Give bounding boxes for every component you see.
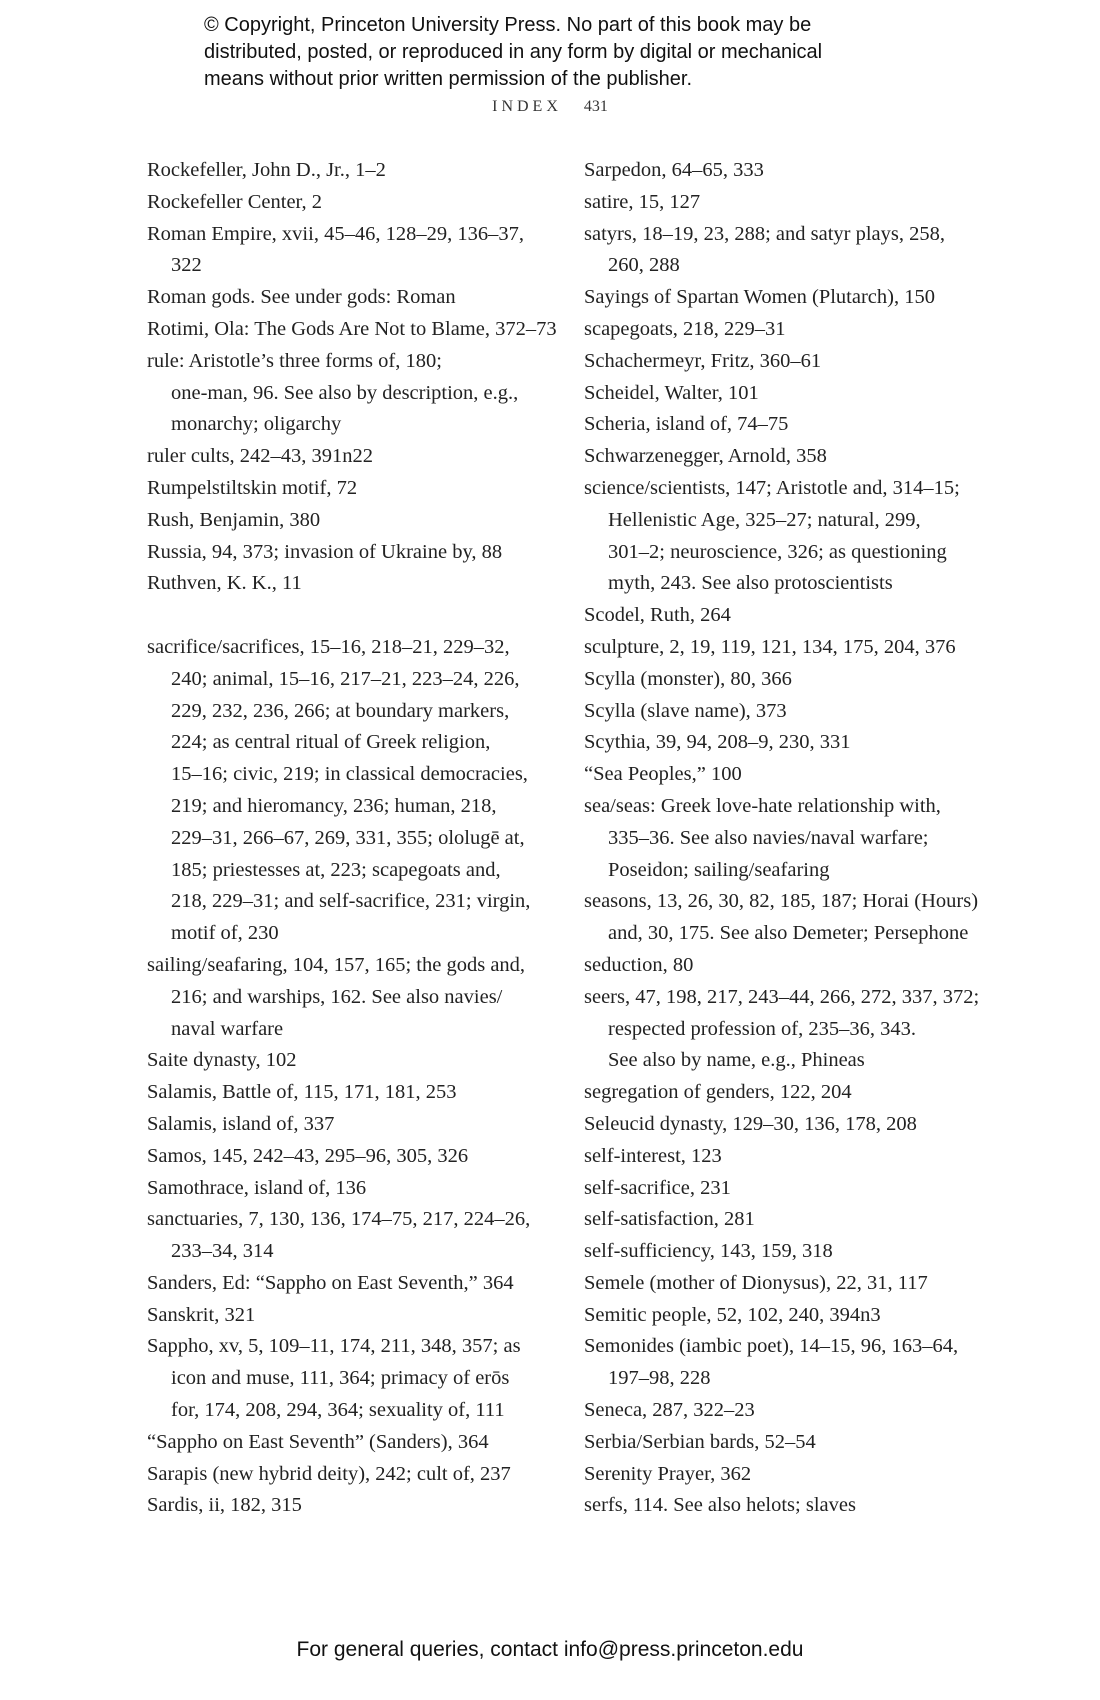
index-entry-continuation: 233–34, 314: [171, 1240, 274, 1263]
index-entry-line: Scheidel, Walter, 101: [584, 381, 759, 404]
index-entry-line: rule: Aristotle’s three forms of, 180;: [147, 349, 442, 372]
index-entry-line: Schwarzenegger, Arnold, 358: [584, 445, 827, 468]
index-entry-line: Ruthven, K. K., 11: [147, 572, 302, 595]
index-entry-line: seduction, 80: [584, 953, 694, 976]
index-entry-line: Scheria, island of, 74–75: [584, 413, 789, 436]
index-entry: [147, 537, 557, 569]
index-entry: [584, 1109, 1004, 1141]
index-entry: [584, 759, 1004, 791]
index-entry: [147, 314, 557, 346]
index-entry-line: self-sacrifice, 231: [584, 1176, 731, 1199]
index-entry: [147, 632, 557, 950]
index-entry-line: Scylla (slave name), 373: [584, 699, 787, 722]
index-entry-continuation: 218, 229–31; and self-sacrifice, 231; virgin,: [171, 890, 531, 913]
index-entry: [147, 187, 557, 219]
index-entry-line: Sardis, ii, 182, 315: [147, 1494, 302, 1517]
index-entry-line: Rotimi, Ola: The Gods Are Not to Blame, 372–73: [147, 317, 557, 340]
index-entry-continuation: 229–31, 266–67, 269, 331, 355; ololugē at,: [171, 826, 525, 849]
index-entry-continuation: myth, 243. See also protoscientists: [608, 572, 893, 595]
copyright-notice: [204, 12, 964, 93]
index-entry: [584, 886, 1004, 950]
index-entry: [584, 1204, 1004, 1236]
index-entry-continuation: 229, 232, 236, 266; at boundary markers,: [171, 699, 510, 722]
index-entry-continuation: 15–16; civic, 219; in classical democracies,: [171, 763, 528, 786]
index-entry: [584, 632, 1004, 664]
index-entry-continuation: 240; animal, 15–16, 217–21, 223–24, 226,: [171, 667, 520, 690]
index-entry: [147, 1141, 557, 1173]
index-entry: [584, 1331, 1004, 1395]
running-head: [0, 98, 1100, 116]
index-entry: [584, 791, 1004, 886]
index-entry: [584, 219, 1004, 283]
index-entry-line: sea/seas: Greek love-hate relationship with,: [584, 794, 941, 817]
index-entry-line: scapegoats, 218, 229–31: [584, 317, 786, 340]
index-entry-line: Scythia, 39, 94, 208–9, 230, 331: [584, 731, 851, 754]
index-entry: [584, 441, 1004, 473]
index-entry-line: Rumpelstiltskin motif, 72: [147, 476, 358, 499]
index-entry: [584, 187, 1004, 219]
index-entry: [584, 1459, 1004, 1491]
copyright-line: means without prior written permission of the publisher.: [204, 68, 693, 90]
index-entry-line: self-satisfaction, 281: [584, 1208, 755, 1231]
index-entry-line: Sayings of Spartan Women (Plutarch), 150: [584, 286, 935, 309]
index-entry-line: Semitic people, 52, 102, 240, 394n3: [584, 1303, 881, 1326]
index-entry: [584, 409, 1004, 441]
index-entry-line: Russia, 94, 373; invasion of Ukraine by, 88: [147, 540, 503, 563]
letter-group-gap: [147, 600, 557, 632]
index-entry-continuation: 335–36. See also navies/naval warfare;: [608, 826, 929, 849]
footer-contact: For general queries, contact info@press.princeton.edu: [296, 1638, 804, 1661]
index-entry: [147, 282, 557, 314]
index-entry-continuation: icon and muse, 111, 364; primacy of erōs: [171, 1367, 510, 1390]
index-entry: [584, 600, 1004, 632]
index-entry: [584, 1173, 1004, 1205]
section-title: INDEX: [492, 98, 562, 115]
index-entry-line: Samothrace, island of, 136: [147, 1176, 367, 1199]
index-entry: [584, 950, 1004, 982]
index-entry-continuation: for, 174, 208, 294, 364; sexuality of, 111: [171, 1399, 505, 1422]
index-entry-line: Samos, 145, 242–43, 295–96, 305, 326: [147, 1144, 469, 1167]
index-entry: [147, 1427, 557, 1459]
page-number: 431: [583, 98, 608, 115]
copyright-line: distributed, posted, or reproduced in any form by digital or mechanical: [204, 41, 823, 63]
index-entry-line: Sarapis (new hybrid deity), 242; cult of, 237: [147, 1462, 511, 1485]
index-entry-continuation: one-man, 96. See also by description, e.g.,: [171, 381, 519, 404]
index-entry: [147, 1268, 557, 1300]
index-entry-line: Roman gods. See under gods: Roman: [147, 286, 456, 309]
index-entry: [584, 982, 1004, 1077]
index-entry-continuation: 197–98, 228: [608, 1367, 711, 1390]
copyright-line: © Copyright, Princeton University Press. No part of this book may be: [204, 14, 812, 36]
index-entry: [584, 1300, 1004, 1332]
index-entry: [584, 473, 1004, 600]
index-entry: [584, 346, 1004, 378]
index-entry: [584, 1427, 1004, 1459]
index-entry-line: self-interest, 123: [584, 1144, 722, 1167]
index-entry: [147, 1204, 557, 1268]
index-entry-line: segregation of genders, 122, 204: [584, 1081, 852, 1104]
index-entry: [584, 378, 1004, 410]
index-entry-line: “Sea Peoples,” 100: [584, 763, 742, 786]
index-entry: [147, 1459, 557, 1491]
index-entry-line: satyrs, 18–19, 23, 288; and satyr plays, 258,: [584, 222, 945, 245]
index-entry-continuation: motif of, 230: [171, 922, 279, 945]
index-entry: [584, 696, 1004, 728]
index-entry-line: Rockefeller, John D., Jr., 1–2: [147, 159, 386, 181]
index-entry-continuation: 185; priestesses at, 223; scapegoats and,: [171, 858, 501, 881]
index-entry-continuation: Poseidon; sailing/seafaring: [608, 858, 830, 881]
index-entry-continuation: See also by name, e.g., Phineas: [608, 1049, 865, 1072]
index-entry-line: Rush, Benjamin, 380: [147, 508, 321, 531]
index-entry-line: satire, 15, 127: [584, 190, 701, 213]
index-entry-line: Sarpedon, 64–65, 333: [584, 159, 764, 181]
index-entry-line: Serbia/Serbian bards, 52–54: [584, 1430, 816, 1453]
index-entry: [584, 727, 1004, 759]
index-entry-line: self-sufficiency, 143, 159, 318: [584, 1240, 833, 1263]
index-entry-line: Scylla (monster), 80, 366: [584, 667, 792, 690]
index-entry-line: Seleucid dynasty, 129–30, 136, 178, 208: [584, 1112, 917, 1135]
index-entry: [147, 1173, 557, 1205]
index-entry-line: seers, 47, 198, 217, 243–44, 266, 272, 337, 372;: [584, 985, 980, 1008]
index-entry-continuation: 301–2; neuroscience, 326; as questioning: [608, 540, 947, 563]
index-entry-continuation: and, 30, 175. See also Demeter; Persephone: [608, 922, 969, 945]
index-entry: [147, 219, 557, 283]
index-entry: [147, 568, 557, 600]
index-entry: [584, 664, 1004, 696]
index-entry: [147, 505, 557, 537]
index-entry-line: Semonides (iambic poet), 14–15, 96, 163–64,: [584, 1335, 959, 1358]
index-entry: [147, 1109, 557, 1141]
index-entry-line: Seneca, 287, 322–23: [584, 1399, 755, 1422]
index-entry: [584, 314, 1004, 346]
index-entry-line: Serenity Prayer, 362: [584, 1462, 752, 1485]
index-entry: [147, 1045, 557, 1077]
index-entry: [584, 1268, 1004, 1300]
index-entry-line: Roman Empire, xvii, 45–46, 128–29, 136–37,: [147, 222, 524, 245]
index-entry-line: Scodel, Ruth, 264: [584, 604, 731, 627]
index-entry-line: “Sappho on East Seventh” (Sanders), 364: [147, 1430, 489, 1453]
index-entry: [147, 1300, 557, 1332]
index-entry-continuation: 322: [171, 254, 202, 277]
index-entry: [147, 473, 557, 505]
index-entry-line: Sappho, xv, 5, 109–11, 174, 211, 348, 357; as: [147, 1335, 521, 1358]
index-entry: [584, 1490, 1004, 1522]
index-entry-continuation: 224; as central ritual of Greek religion,: [171, 731, 491, 754]
index-column-right: [584, 155, 1004, 1522]
index-entry-line: ruler cults, 242–43, 391n22: [147, 445, 374, 468]
index-entry: [584, 1395, 1004, 1427]
index-entry-continuation: Hellenistic Age, 325–27; natural, 299,: [608, 508, 921, 531]
index-entry: [584, 282, 1004, 314]
index-entry-line: serfs, 114. See also helots; slaves: [584, 1494, 856, 1517]
index-column-left: [147, 155, 557, 1522]
index-entry-continuation: 260, 288: [608, 254, 680, 277]
index-entry-line: Rockefeller Center, 2: [147, 190, 323, 213]
index-entry: [584, 1141, 1004, 1173]
index-entry: [584, 1236, 1004, 1268]
index-entry-continuation: monarchy; oligarchy: [171, 413, 342, 436]
index-entry: [147, 1490, 557, 1522]
index-entry-line: science/scientists, 147; Aristotle and, 314–15;: [584, 476, 960, 499]
index-entry: [147, 1331, 557, 1426]
index-entry-continuation: 219; and hieromancy, 236; human, 218,: [171, 794, 497, 817]
index-entry-line: Semele (mother of Dionysus), 22, 31, 117: [584, 1271, 928, 1294]
index-entry: [147, 346, 557, 441]
index-entry-line: seasons, 13, 26, 30, 82, 185, 187; Horai (Hours): [584, 890, 979, 913]
index-entry-line: Salamis, island of, 337: [147, 1112, 335, 1135]
index-entry: [584, 1077, 1004, 1109]
index-entry: [584, 155, 1004, 187]
index-entry-line: Salamis, Battle of, 115, 171, 181, 253: [147, 1081, 457, 1104]
index-entry-line: Sanskrit, 321: [147, 1303, 256, 1326]
index-entry-line: Saite dynasty, 102: [147, 1049, 297, 1072]
index-entry-line: sacrifice/sacrifices, 15–16, 218–21, 229–32,: [147, 635, 510, 658]
index-entry-continuation: respected profession of, 235–36, 343.: [608, 1017, 917, 1040]
index-entry: [147, 441, 557, 473]
index-entry: [147, 950, 557, 1045]
index-entry-line: sailing/seafaring, 104, 157, 165; the gods and,: [147, 953, 526, 976]
index-entry: [147, 1077, 557, 1109]
index-entry-continuation: naval warfare: [171, 1017, 284, 1040]
index-entry-continuation: 216; and warships, 162. See also navies/: [171, 985, 503, 1008]
index-entry-line: Sanders, Ed: “Sappho on East Seventh,” 364: [147, 1271, 514, 1294]
index-entry: [147, 155, 557, 187]
index-entry-line: Schachermeyr, Fritz, 360–61: [584, 349, 822, 372]
index-entry-line: sculpture, 2, 19, 119, 121, 134, 175, 204, 376: [584, 635, 956, 658]
index-entry-line: sanctuaries, 7, 130, 136, 174–75, 217, 224–26,: [147, 1208, 531, 1231]
